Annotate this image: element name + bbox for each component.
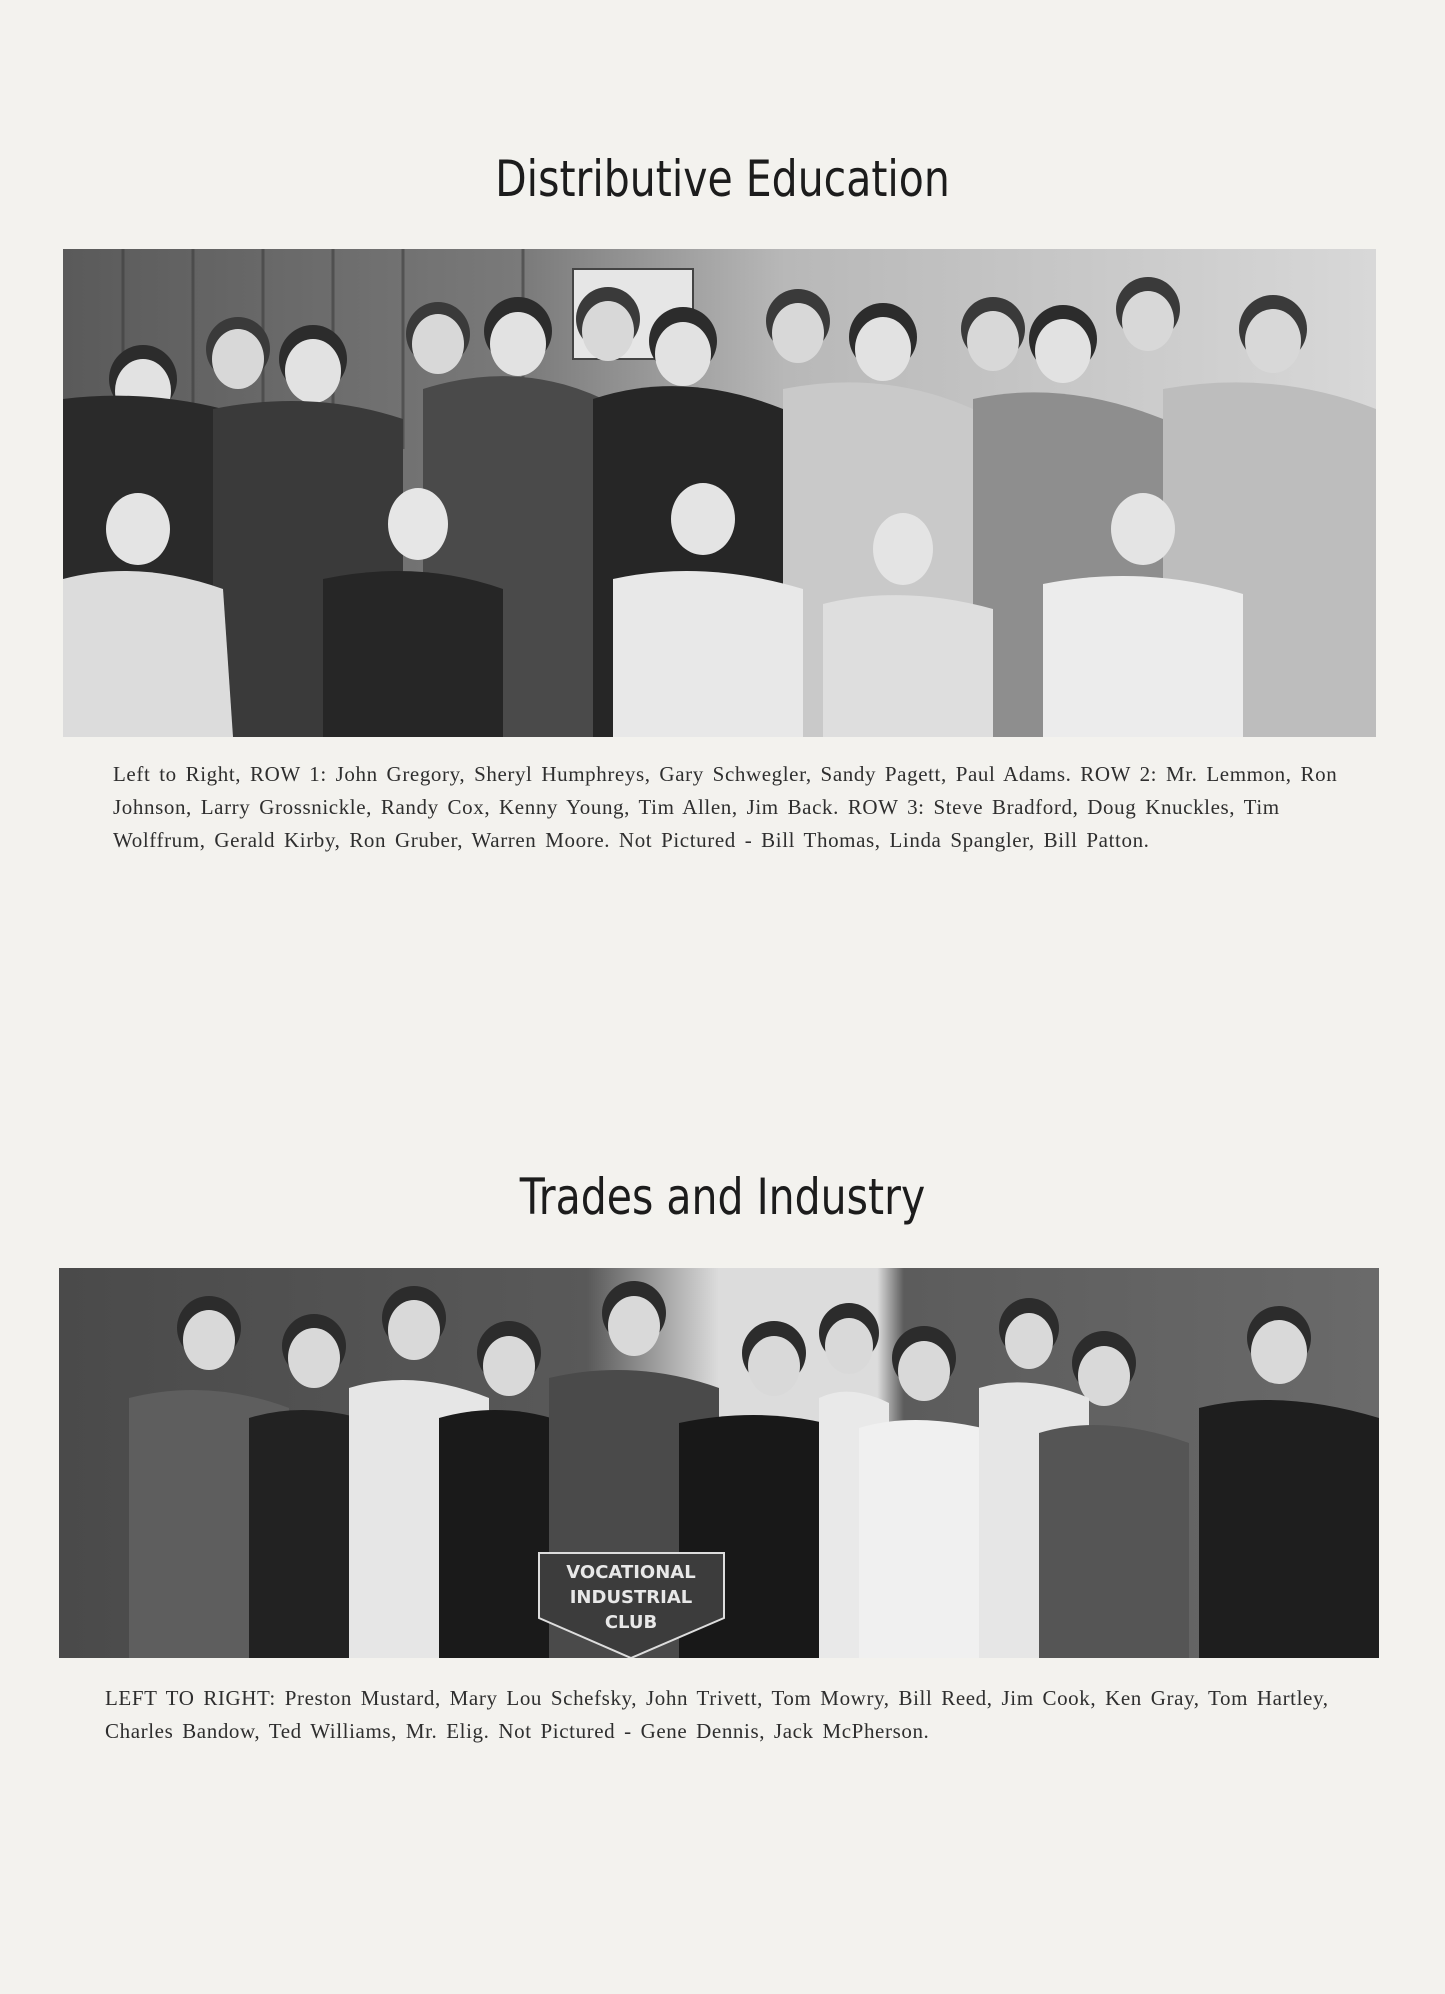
group-photo-distributive-education — [63, 249, 1376, 737]
caption-trades-and-industry: LEFT TO RIGHT: Preston Mustard, Mary Lou Schefsky, John Trivett, Tom Mowry, Bill Reed, Jim Cook, Ken Gray, Tom Hartley, Charles Bandow, Ted Williams, Mr. Elig. Not Pictured - Gene Dennis, Jack McPherson. — [105, 1686, 1329, 1743]
group-photo-trades-and-industry — [59, 1268, 1379, 1658]
section-title-trades-and-industry: Trades and Industry — [519, 1168, 926, 1226]
caption-distributive-education: Left to Right, ROW 1: John Gregory, Sheryl Humphreys, Gary Schwegler, Sandy Pagett, Paul Adams. ROW 2: Mr. Lemmon, Ron Johnson, Larry Grossnickle, Randy Cox, Kenny Young, Tim Allen, Jim Back. ROW 3: Steve Bradford, Doug Knuckles, Tim Wolffrum, Gerald Kirby, Ron Gruber, Warren Moore. Not Pictured - Bill Thomas, Linda Spangler, Bill Patton. — [113, 762, 1338, 852]
banner-line-3: CLUB — [604, 1612, 658, 1633]
section-title-distributive-education: Distributive Education — [495, 150, 950, 208]
banner-line-2: INDUSTRIAL — [569, 1587, 693, 1608]
banner-line-1: VOCATIONAL — [566, 1562, 696, 1583]
